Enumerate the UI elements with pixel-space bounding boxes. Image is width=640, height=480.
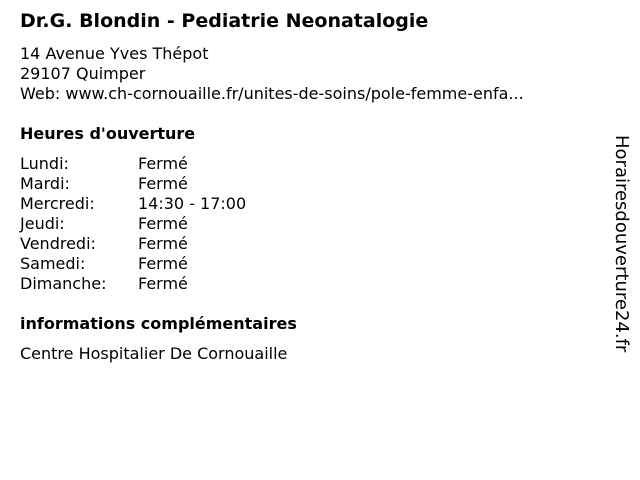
info-text: Centre Hospitalier De Cornouaille — [20, 344, 288, 363]
day-label: Mardi: — [20, 174, 70, 193]
day-label: Dimanche: — [20, 274, 107, 293]
hours-row-vendredi — [20, 234, 380, 254]
day-hours: Fermé — [138, 154, 188, 173]
side-brand-watermark: Horairesdouverture24.fr — [611, 135, 632, 353]
page-title: Dr.G. Blondin - Pediatrie Neonatalogie — [20, 10, 429, 32]
info-heading: informations complémentaires — [20, 314, 297, 333]
hours-row-jeudi — [20, 214, 380, 234]
day-hours: Fermé — [138, 174, 188, 193]
day-hours: Fermé — [138, 234, 188, 253]
hours-heading: Heures d'ouverture — [20, 124, 196, 143]
hours-row-dimanche — [20, 274, 380, 294]
address-block — [20, 44, 524, 104]
day-label: Lundi: — [20, 154, 69, 173]
city: 29107 Quimper — [20, 64, 146, 83]
hours-row-lundi — [20, 154, 380, 174]
day-label: Vendredi: — [20, 234, 96, 253]
day-hours: 14:30 - 17:00 — [138, 194, 247, 213]
hours-row-mercredi — [20, 194, 380, 214]
day-hours: Fermé — [138, 274, 188, 293]
hours-table — [20, 154, 380, 294]
street-address: 14 Avenue Yves Thépot — [20, 44, 209, 63]
day-label: Mercredi: — [20, 194, 95, 213]
hours-row-mardi — [20, 174, 380, 194]
day-hours: Fermé — [138, 214, 188, 233]
hours-row-samedi — [20, 254, 380, 274]
day-label: Jeudi: — [20, 214, 65, 233]
day-hours: Fermé — [138, 254, 188, 273]
website-link[interactable]: Web: www.ch-cornouaille.fr/unites-de-soins/pole-femme-enfa... — [20, 84, 524, 103]
day-label: Samedi: — [20, 254, 86, 273]
